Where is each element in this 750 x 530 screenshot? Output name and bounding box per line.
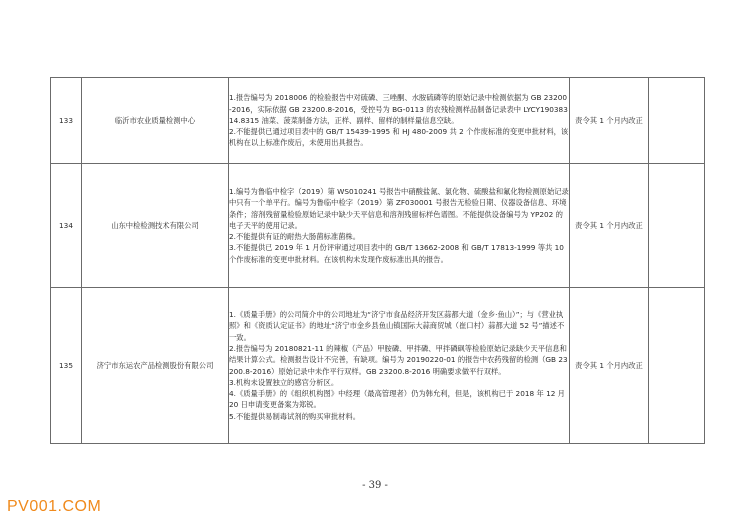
issue-item: 3.机构未设置独立的感官分析区。 (229, 377, 339, 387)
row-number: 134 (51, 164, 82, 288)
row-number: 135 (51, 288, 82, 444)
remark-cell (649, 164, 705, 288)
corrective-action: 责令其 1 个月内改正 (570, 164, 649, 288)
organization-name: 山东中检检测技术有限公司 (82, 164, 229, 288)
page-number: - 39 - (362, 480, 388, 491)
corrective-action: 责令其 1 个月内改正 (570, 288, 649, 444)
issues-description (229, 288, 570, 444)
issue-item: 2.不能提供有证的耐热大肠菌标准菌株。 (229, 232, 361, 242)
issue-item: 5.不能提供易制毒试剂的购买审批材料。 (229, 411, 361, 421)
remark-cell (649, 78, 705, 164)
organization-name: 临沂市农业质量检测中心 (82, 78, 229, 164)
issue-item: 3.不能提供已 2019 年 1 月份评审通过项目表中的 GB/T 13662-2008 和 GB/T 17813-1999 等共 10 个作废标准的变更申批材料。在该机构未发现作废标准出具的报告。 (229, 243, 564, 264)
inspection-results-table (50, 77, 705, 444)
corrective-action: 责令其 1 个月内改正 (570, 78, 649, 164)
remark-cell (649, 288, 705, 444)
table-row (51, 78, 705, 164)
organization-name: 济宁市东运农产品检测股份有限公司 (82, 288, 229, 444)
table-row (51, 164, 705, 288)
issue-item: 1.编号为鲁临中检字（2019）第 WS010241 号报告中硝酸盐氮、氯化物、硫酸盐和氟化物检测原始记录中只有一个单平行。编号为鲁临中检字（2019）第 ZF030001 号报告无检验日期、仪器设备信息、环境条件；溶剂残留量检验原始记录中缺少天平信息和溶剂残留标样色谱图。不能提供设备编号为 YP202 的电子天平的使用记录。 (229, 186, 569, 230)
issue-item: 1.报告编号为 2018006 的检验报告中对硫磷、三唑酮、水胺硫磷等的原始记录中检测依据为 GB 23200-2016，实际依据 GB 23200.8-2016，受控号为 BG-0113 的农残检测样品制备记录表中 LYCY19038314.8315 油菜、菠菜制备方法，正样、副样、留样的制样量信息空缺。 (229, 93, 568, 125)
table-row (51, 288, 705, 444)
row-number: 133 (51, 78, 82, 164)
issue-item: 4.《质量手册》的《组织机构图》中经理（最高管理者）仍为韩允利，但是，该机构已于 2018 年 12 月 20 日申请变更备案为郑锐。 (229, 389, 565, 410)
issue-item: 1.《质量手册》的公司简介中的公司地址为“济宁市食品经济开发区蒜都大道（金乡·鱼山）”；与《营业执照》和《资质认定证书》的地址“济宁市金乡县鱼山镇国际大蒜商贸城（崔口村）蒜都大道 52 号”描述不一致。 (229, 310, 565, 342)
issue-item: 2.报告编号为 20180821-11 的辣椒（产品）甲胺磷、甲拌磷、甲拌磷砜等检验原始记录缺少天平信息和结果计算公式。检测报告设计不完善，有缺项。编号为 20190220-01 的报告中农药残留的检测（GB 23200.8-2016）原始记录中未作平行双样。GB 23200.8-2016 明确要求做平行双样。 (229, 343, 568, 376)
issues-description (229, 164, 570, 288)
issue-item: 2.不能提供已通过项目表中的 GB/T 15439-1995 和 HJ 480-2009 共 2 个作废标准的变更申批材料，该机构在以上标准作废后，未使用出具报告。 (229, 127, 569, 148)
issues-description (229, 78, 570, 164)
site-watermark: PV001.COM (7, 498, 102, 515)
